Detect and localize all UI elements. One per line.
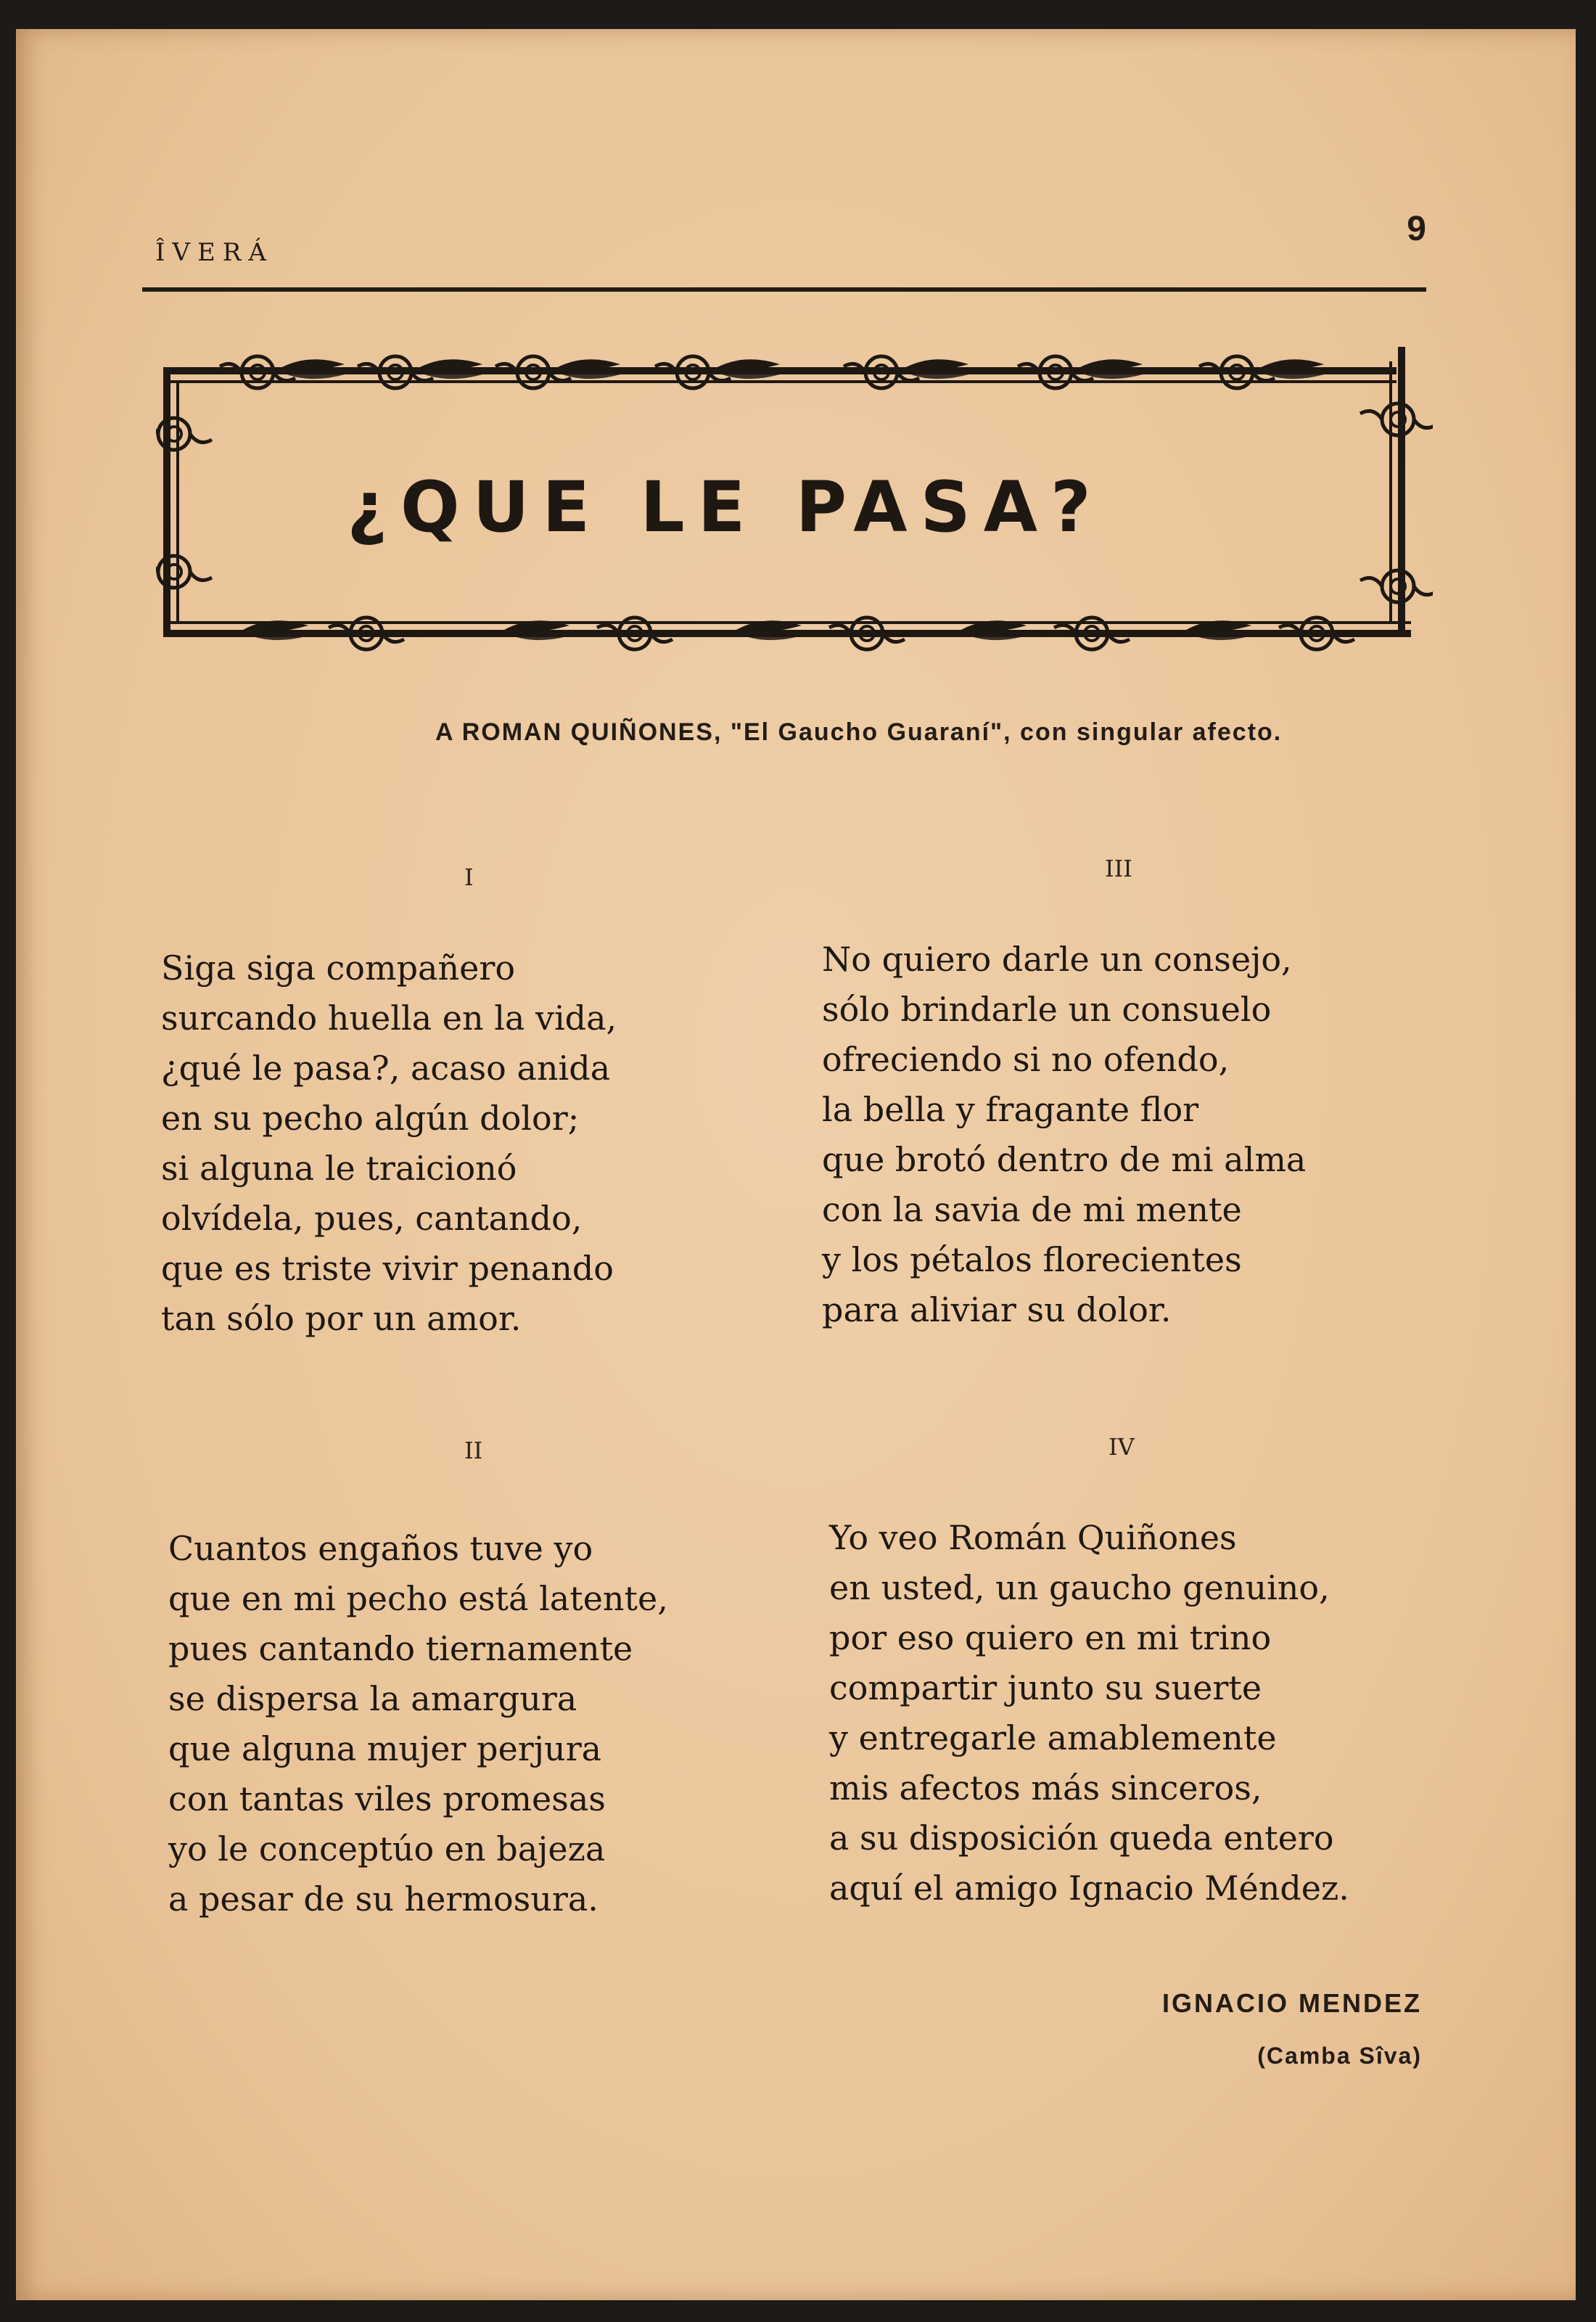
header-rule: [142, 287, 1426, 292]
verse-line: que en mi pecho está latente,: [168, 1579, 668, 1618]
verse-line: la bella y fragante flor: [822, 1090, 1199, 1129]
verse-line: que es triste vivir penando: [161, 1249, 614, 1288]
verse-line: mis afectos más sinceros,: [829, 1768, 1262, 1808]
author-pseudonym: (Camba Sîva): [1257, 2043, 1422, 2069]
verse-line: pues cantando tiernamente: [168, 1629, 633, 1668]
verse-line: Siga siga compañero: [161, 948, 516, 988]
poem-title: ¿QUE LE PASA?: [347, 467, 1104, 548]
stanza-numeral: IV: [1108, 1433, 1135, 1461]
verse-line: yo le conceptúo en bajeza: [168, 1829, 606, 1868]
verse-line: si alguna le traicionó: [161, 1149, 517, 1188]
stanza-numeral: I: [464, 863, 474, 891]
verse-line: olvídela, pues, cantando,: [161, 1199, 583, 1238]
stanza-lines: [161, 943, 617, 1344]
stanza-lines: [168, 1524, 668, 1924]
stanza-numeral: II: [464, 1437, 483, 1464]
stanza-lines: [829, 1513, 1349, 1913]
stanza-lines: [822, 935, 1306, 1335]
page-number: 9: [1407, 210, 1426, 248]
verse-line: ofreciendo si no ofendo,: [822, 1040, 1230, 1079]
verse-line: por eso quiero en mi trino: [829, 1618, 1272, 1657]
verse-line: a pesar de su hermosura.: [168, 1879, 598, 1919]
running-head: ÎVERÁ: [155, 238, 273, 267]
verse-line: en usted, un gaucho genuino,: [829, 1568, 1330, 1607]
verse-line: con la savia de mi mente: [822, 1190, 1242, 1229]
verse-line: surcando huella en la vida,: [161, 998, 617, 1038]
verse-line: aquí el amigo Ignacio Méndez.: [829, 1868, 1349, 1908]
stanza-numeral: III: [1105, 855, 1132, 882]
verse-line: a su disposición queda entero: [829, 1818, 1334, 1858]
verse-line: con tantas viles promesas: [168, 1779, 606, 1818]
verse-line: y entregarle amablemente: [829, 1718, 1277, 1757]
verse-line: que alguna mujer perjura: [168, 1729, 602, 1768]
verse-line: compartir junto su suerte: [829, 1668, 1262, 1707]
verse-line: para aliviar su dolor.: [822, 1290, 1172, 1329]
author-signature: IGNACIO MENDEZ: [1161, 1988, 1422, 2018]
verse-line: sólo brindarle un consuelo: [822, 990, 1272, 1029]
verse-line: tan sólo por un amor.: [161, 1299, 522, 1338]
verse-line: Yo veo Román Quiñones: [829, 1518, 1237, 1557]
verse-line: que brotó dentro de mi alma: [822, 1140, 1307, 1179]
verse-line: Cuantos engaños tuve yo: [168, 1529, 593, 1568]
verse-line: se dispersa la amargura: [168, 1679, 577, 1718]
verse-line: en su pecho algún dolor;: [161, 1099, 580, 1138]
ornamental-title-frame: [156, 332, 1433, 684]
verse-line: ¿qué le pasa?, acaso anida: [161, 1049, 611, 1088]
page-header: [142, 196, 1426, 290]
verse-line: No quiero darle un consejo,: [822, 940, 1292, 979]
verse-line: y los pétalos florecientes: [822, 1240, 1242, 1279]
poem-dedication: A ROMAN QUIÑONES, "El Gaucho Guaraní", con singular afecto.: [435, 718, 1283, 746]
